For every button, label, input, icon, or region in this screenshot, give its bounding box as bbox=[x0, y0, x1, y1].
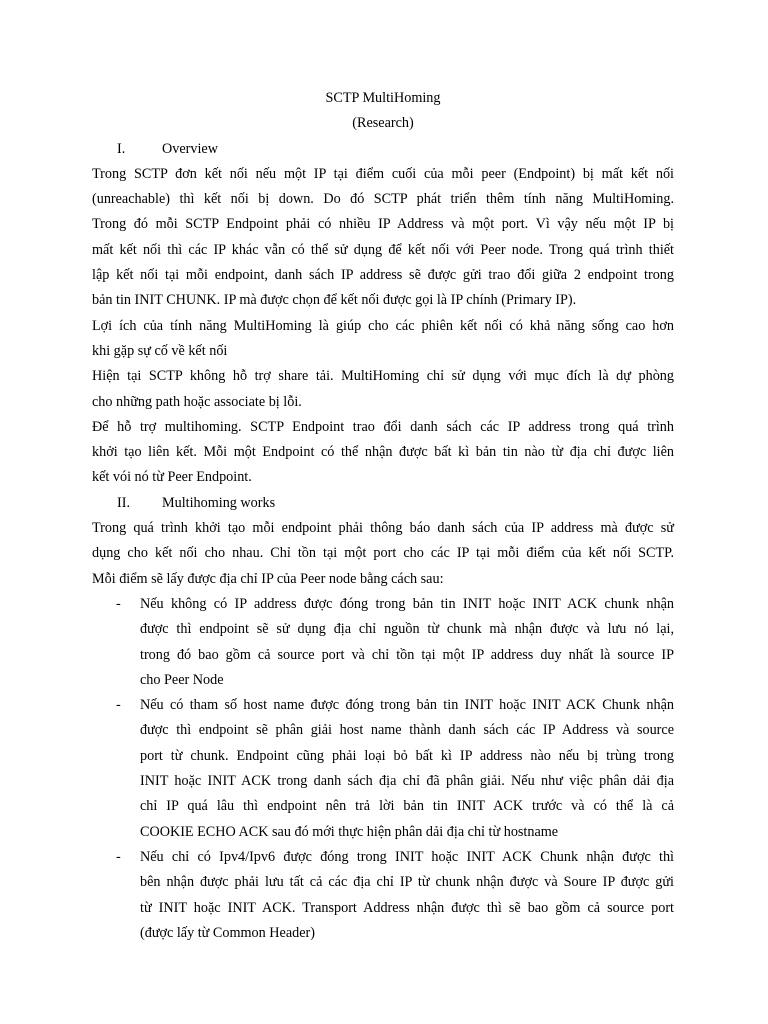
text-line: INIT hoặc INIT ACK trong danh sách địa chỉ đã phân giải. Nếu như việc phân dải địa bbox=[140, 773, 674, 790]
paragraph bbox=[92, 415, 674, 491]
text-line: Nếu chỉ có Ipv4/Ipv6 được đóng trong INIT hoặc INIT ACK Chunk nhận được thì bbox=[140, 848, 674, 865]
bullet-marker: - bbox=[116, 595, 121, 612]
document-page bbox=[92, 86, 674, 946]
text-line: kết vói nó từ Peer Endpoint. bbox=[92, 469, 252, 486]
text-line: port từ chunk. Endpoint cũng phải loại bỏ bất kì IP address nào nếu bị trùng trong bbox=[140, 747, 674, 764]
text-line: Trong quá trình khởi tạo mỗi endpoint phải thông báo danh sách của IP address mà được sử bbox=[92, 520, 674, 537]
text-line: cho những path hoặc associate bị lỗi. bbox=[92, 393, 302, 410]
text-line: cho Peer Node bbox=[140, 671, 224, 688]
bullet-marker: - bbox=[116, 697, 121, 714]
text-line: bên nhận được phải lưu tất cả các địa chỉ IP từ chunk nhận được và Soure IP được gửi bbox=[140, 874, 674, 891]
text-line: dụng cho kết nối cho nhau. Chỉ tồn tại một port cho các IP tại mỗi điểm của kết nối SCTP. bbox=[92, 545, 674, 562]
section-heading-overview bbox=[92, 137, 674, 162]
text-line: Nếu không có IP address được đóng trong bản tin INIT hoặc INIT ACK chunk nhận bbox=[140, 595, 674, 612]
text-line: được thì endpoint sẽ sử dụng địa chỉ nguồn từ chunk mà nhận được và lưu nó lại, bbox=[140, 621, 674, 638]
text-line: được thì endpoint sẽ phân giải host name thành danh sách các IP Address và source bbox=[140, 722, 674, 739]
text-line: chỉ IP quá lâu thì endpoint nên trả lời bản tin INIT ACK trước và có thể là cả bbox=[140, 798, 674, 815]
text-line: (unreachable) thì kết nối bị down. Do đó SCTP phát triển thêm tính năng MultiHoming. bbox=[92, 191, 674, 208]
bullet-marker: - bbox=[116, 848, 121, 865]
text-line: lập kết nối tại mỗi endpoint, danh sách IP address sẽ được gửi trao đổi giữa 2 endpoint trong bbox=[92, 267, 674, 284]
text-line: trong đó bao gồm cả source port và chỉ tồn tại một IP address duy nhất là source IP bbox=[140, 646, 674, 663]
text-line: Lợi ích của tính năng MultiHoming là giúp cho các phiên kết nối có khả năng sống cao hơn bbox=[92, 317, 674, 334]
text-line: Trong SCTP đơn kết nối nếu một IP tại điểm cuối của mỗi peer (Endpoint) bị mất kết nối bbox=[92, 165, 674, 182]
section-number: I. bbox=[117, 140, 126, 157]
text-line: Hiện tại SCTP không hỗ trợ share tải. MultiHoming chỉ sử dụng với mục đích là dự phòng bbox=[92, 368, 674, 385]
paragraph bbox=[92, 516, 674, 592]
section-title: Overview bbox=[162, 140, 218, 157]
document-subtitle: (Research) bbox=[352, 115, 414, 132]
text-line: Mỗi điểm sẽ lấy được địa chỉ IP của Peer node bằng cách sau: bbox=[92, 570, 444, 587]
text-line: khi gặp sự cố về kết nối bbox=[92, 342, 228, 359]
text-line: Trong đó mỗi SCTP Endpoint phải có nhiều IP Address và một port. Vì vậy nếu một IP bị bbox=[92, 216, 674, 233]
bullet-item bbox=[92, 592, 674, 693]
text-line: mất kết nối thì các IP khác vẫn có thể sử dụng để kết nối với Peer node. Trong quá trình thiết bbox=[92, 241, 674, 258]
section-heading-multihoming-works bbox=[92, 491, 674, 516]
text-line: Nếu có tham số host name được đóng trong bản tin INIT hoặc INIT ACK Chunk nhận bbox=[140, 697, 674, 714]
paragraph bbox=[92, 364, 674, 415]
text-line: khởi tạo liên kết. Mỗi một Endpoint có thể nhận được bất kì bản tin nào từ địa chỉ được liên bbox=[92, 444, 674, 461]
text-line: Để hỗ trợ multihoming. SCTP Endpoint trao đổi danh sách các IP address trong quá trình bbox=[92, 418, 674, 435]
text-line: (được lấy từ Common Header) bbox=[140, 924, 315, 941]
text-line: COOKIE ECHO ACK sau đó mới thực hiện phân dải địa chỉ từ hostname bbox=[140, 823, 559, 840]
paragraph bbox=[92, 162, 674, 314]
document-title: SCTP MultiHoming bbox=[325, 90, 441, 106]
text-line: bản tin INIT CHUNK. IP mà được chọn để kết nối được gọi là IP chính (Primary IP). bbox=[92, 292, 577, 309]
bullet-item bbox=[92, 693, 674, 845]
paragraph bbox=[92, 314, 674, 365]
section-number: II. bbox=[117, 494, 130, 511]
bullet-item bbox=[92, 845, 674, 946]
section-title: Multihoming works bbox=[162, 494, 276, 511]
text-line: từ INIT hoặc INIT ACK. Transport Address nhận được thì sẽ bao gồm cả source port bbox=[140, 899, 674, 916]
